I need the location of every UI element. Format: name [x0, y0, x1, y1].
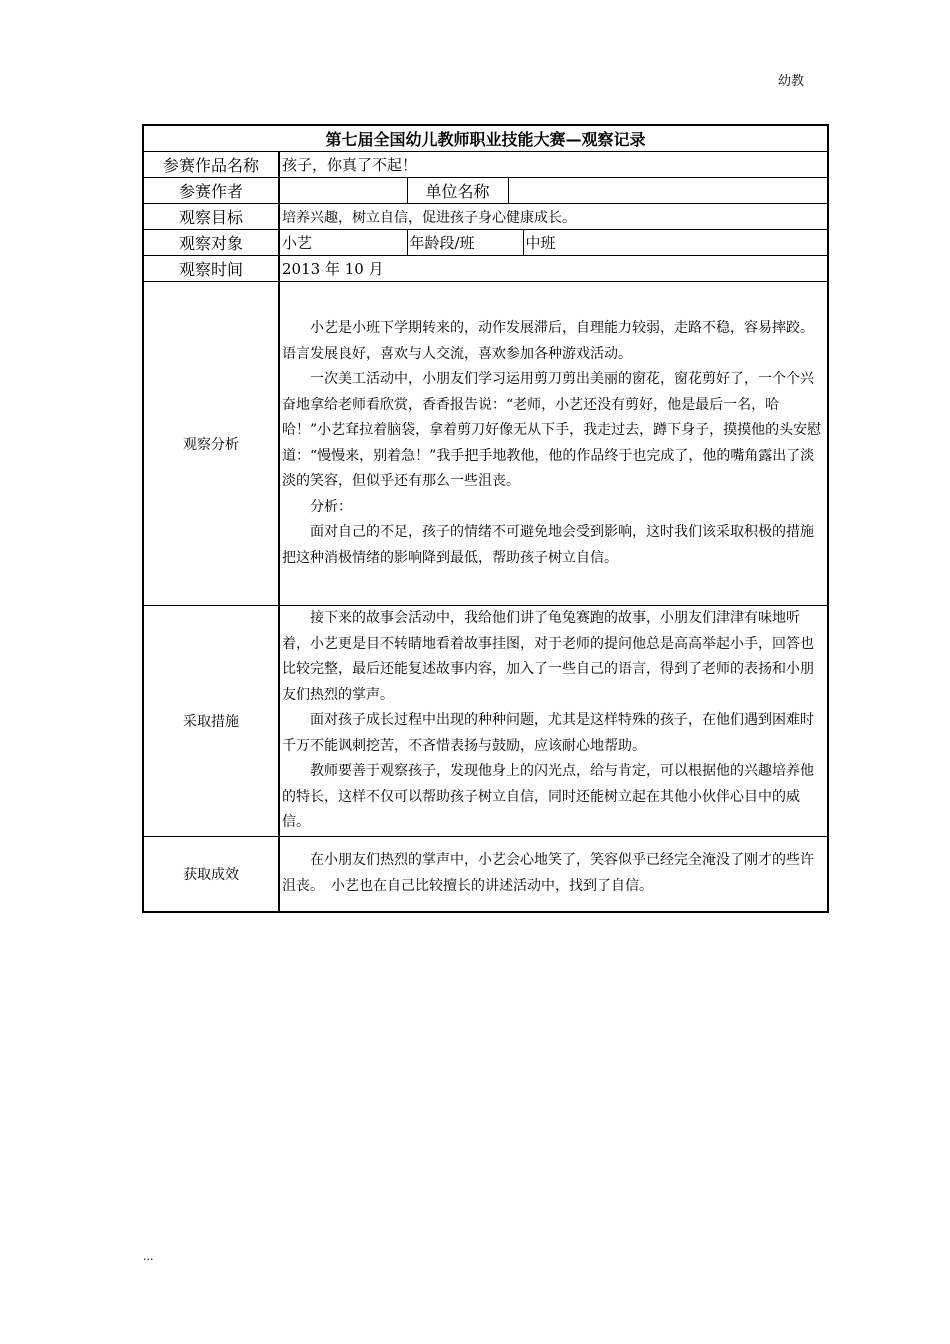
results-label: 获取成效: [143, 836, 279, 912]
results-content: [279, 836, 828, 912]
measures-paragraph: 接下来的故事会活动中，我给他们讲了龟兔赛跑的故事，小朋友们津津有味地听着，小艺更是目不转睛地看着故事挂图，对于老师的提问他总是高高举起小手，回答也比较完整，最后还能复述故事内容，加入了一些自己的语言，得到了老师的表扬和小朋友们热烈的掌声。: [282, 610, 814, 703]
subject-value: 小艺: [279, 230, 407, 256]
measures-paragraph: 面对孩子成长过程中出现的种种问题，尤其是这样特殊的孩子，在他们遇到困难时千万不能讽刺挖苦，不吝惜表扬与鼓励，应该耐心地帮助。: [282, 712, 814, 754]
table-title: 第七届全国幼儿教师职业技能大赛—观察记录: [143, 125, 828, 152]
unit-name-label: 单位名称: [407, 178, 508, 204]
measures-content: [279, 606, 828, 837]
unit-name-value: [508, 178, 828, 204]
time-label: 观察时间: [143, 256, 279, 282]
age-group-value: 中班: [523, 230, 828, 256]
measures-paragraph: 教师要善于观察孩子，发现他身上的闪光点，给与肯定，可以根据他的兴趣培养他的特长，这样不仅可以帮助孩子树立自信，同时还能树立起在其他小伙伴心目中的威信。: [282, 763, 814, 830]
observation-record-table: [142, 124, 829, 913]
analysis-content: [279, 282, 828, 606]
subject-label: 观察对象: [143, 230, 279, 256]
analysis-paragraph: 分析：: [310, 498, 352, 515]
results-paragraph: 在小朋友们热烈的掌声中，小艺会心地笑了，笑容似乎已经完全淹没了刚才的些许沮丧。 小艺也在自己比较擅长的讲述活动中，找到了自信。: [282, 852, 814, 894]
author-value: [279, 178, 407, 204]
goal-value: 培养兴趣，树立自信，促进孩子身心健康成长。: [279, 204, 828, 230]
analysis-paragraph: 小艺是小班下学期转来的，动作发展滞后，自理能力较弱，走路不稳，容易摔跤。 语言发展良好，喜欢与人交流，喜欢参加各种游戏活动。: [282, 320, 821, 362]
analysis-paragraph: 面对自己的不足，孩子的情绪不可避免地会受到影响，这时我们该采取积极的措施把这种消极情绪的影响降到最低，帮助孩子树立自信。: [282, 524, 814, 566]
analysis-label: 观察分析: [143, 282, 279, 606]
author-label: 参赛作者: [143, 178, 279, 204]
footer-note: ...: [143, 1250, 154, 1263]
measures-label: 采取措施: [143, 606, 279, 837]
header-note: 幼教: [778, 74, 805, 89]
age-group-label: 年龄段/班: [407, 230, 523, 256]
analysis-paragraph: 一次美工活动中，小朋友们学习运用剪刀剪出美丽的窗花，窗花剪好了，一个个兴奋地拿给老师看欣赏，香香报告说：“老师，小艺还没有剪好，他是最后一名，哈哈！”小艺耷拉着脑袋，拿着剪刀好像无从下手，我走过去，蹲下身子，摸摸他的头安慰道：“慢慢来，别着急！”我手把手地教他，他的作品终于也完成了，他的嘴角露出了淡淡的笑容，但似乎还有那么一些沮丧。: [282, 371, 822, 489]
work-name-label: 参赛作品名称: [143, 152, 279, 178]
goal-label: 观察目标: [143, 204, 279, 230]
time-value: 2013 年 10 月: [279, 256, 828, 282]
work-name-value: 孩子，你真了不起！: [279, 152, 828, 178]
